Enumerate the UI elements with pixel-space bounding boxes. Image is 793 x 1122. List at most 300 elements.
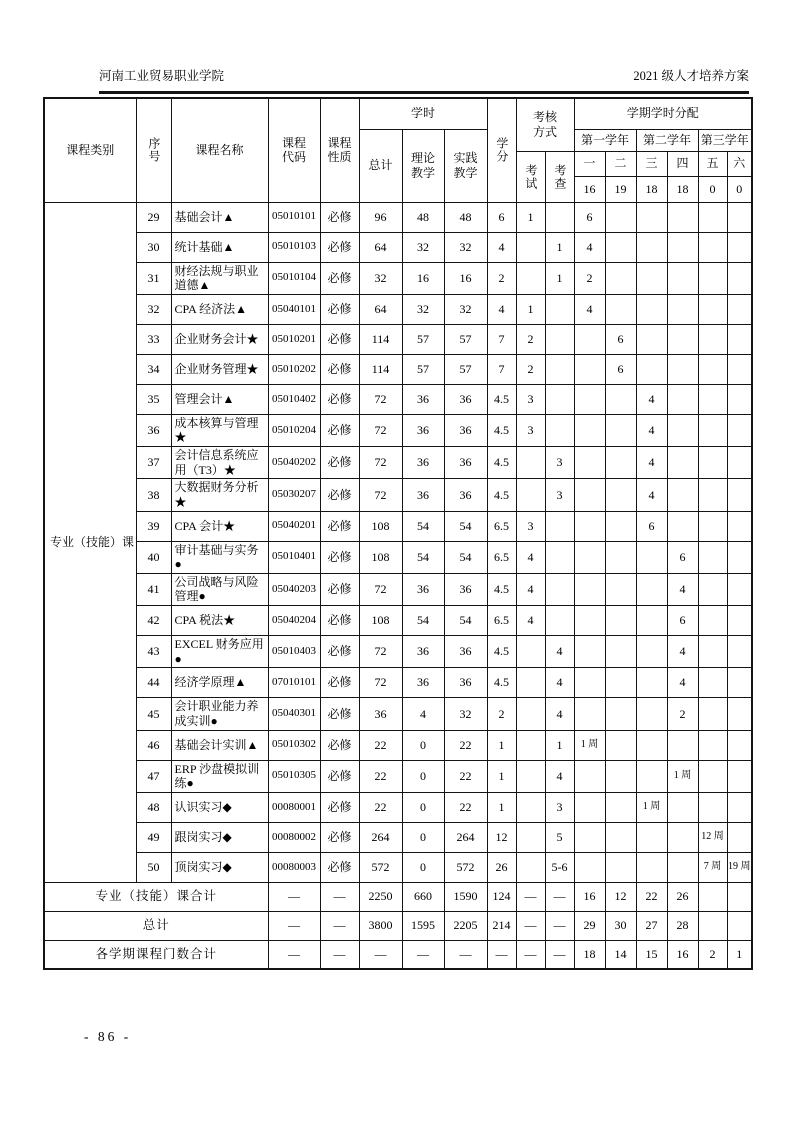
cell-total: 64 <box>359 294 402 324</box>
cell-s5 <box>698 479 727 511</box>
cell-code: 07010101 <box>268 668 320 698</box>
cell-theory: 36 <box>402 636 444 668</box>
header-seq-no: 序号 <box>136 98 171 202</box>
cell-nature: 必修 <box>320 760 359 792</box>
cell-s4: 2 <box>667 698 698 730</box>
cell-credit: 7 <box>487 324 516 354</box>
cell-s1 <box>574 760 605 792</box>
cell-code: 05040301 <box>268 698 320 730</box>
table-row <box>44 511 752 541</box>
cell-code: 05040101 <box>268 294 320 324</box>
summary-cell-s1: 16 <box>574 882 605 911</box>
cell-no: 44 <box>136 668 171 698</box>
cell-s3: 4 <box>636 447 667 479</box>
cell-total: 64 <box>359 232 402 262</box>
cell-name: CPA 税法★ <box>171 606 268 636</box>
cell-s3 <box>636 852 667 882</box>
cell-code: 05010401 <box>268 541 320 573</box>
cell-check: 1 <box>545 232 574 262</box>
header-assessment-group: 考核方式 <box>516 98 574 151</box>
cell-total: 114 <box>359 324 402 354</box>
cell-practice: 57 <box>444 324 487 354</box>
cell-s3 <box>636 294 667 324</box>
cell-theory: 48 <box>402 202 444 232</box>
cell-no: 41 <box>136 573 171 605</box>
header-assessment-exam: 考试 <box>516 151 545 202</box>
cell-credit: 4.5 <box>487 414 516 446</box>
table-row <box>44 573 752 605</box>
cell-code: 05010305 <box>268 760 320 792</box>
cell-nature: 必修 <box>320 636 359 668</box>
summary-cell-check: — <box>545 940 574 969</box>
cell-theory: 36 <box>402 479 444 511</box>
cell-s6 <box>727 384 752 414</box>
cell-s6 <box>727 202 752 232</box>
cell-name: 成本核算与管理★ <box>171 414 268 446</box>
cell-s2 <box>605 262 636 294</box>
cell-s4 <box>667 792 698 822</box>
cell-code: 05040201 <box>268 511 320 541</box>
table-row <box>44 324 752 354</box>
cell-name: CPA 经济法▲ <box>171 294 268 324</box>
cell-s3 <box>636 354 667 384</box>
cell-nature: 必修 <box>320 698 359 730</box>
cell-s4 <box>667 354 698 384</box>
header-weeks-3: 18 <box>636 176 667 202</box>
cell-s1 <box>574 668 605 698</box>
cell-exam <box>516 636 545 668</box>
cell-total: 72 <box>359 414 402 446</box>
cell-code: 05010103 <box>268 232 320 262</box>
cell-s5 <box>698 294 727 324</box>
header-year1: 第一学年 <box>574 129 636 151</box>
cell-no: 46 <box>136 730 171 760</box>
cell-check: 5-6 <box>545 852 574 882</box>
summary-cell-nature: — <box>320 882 359 911</box>
table-row <box>44 354 752 384</box>
cell-s2 <box>605 511 636 541</box>
curriculum-table <box>43 97 753 970</box>
summary-cell-s3: 15 <box>636 940 667 969</box>
cell-credit: 1 <box>487 760 516 792</box>
cell-check <box>545 511 574 541</box>
cell-exam: 3 <box>516 384 545 414</box>
cell-s6 <box>727 262 752 294</box>
cell-s3 <box>636 636 667 668</box>
summary-row <box>44 882 752 911</box>
cell-s4 <box>667 202 698 232</box>
cell-name: 管理会计▲ <box>171 384 268 414</box>
cell-practice: 32 <box>444 232 487 262</box>
cell-s3: 4 <box>636 479 667 511</box>
cell-s4: 4 <box>667 636 698 668</box>
header-course-nature: 课程性质 <box>320 98 359 202</box>
cell-name: 基础会计实训▲ <box>171 730 268 760</box>
cell-credit: 2 <box>487 262 516 294</box>
cell-total: 108 <box>359 511 402 541</box>
cell-s6 <box>727 822 752 852</box>
cell-name: 基础会计▲ <box>171 202 268 232</box>
cell-nature: 必修 <box>320 414 359 446</box>
cell-theory: 32 <box>402 294 444 324</box>
cell-s4 <box>667 447 698 479</box>
cell-total: 22 <box>359 792 402 822</box>
cell-theory: 54 <box>402 511 444 541</box>
cell-nature: 必修 <box>320 730 359 760</box>
cell-s1 <box>574 606 605 636</box>
cell-check <box>545 541 574 573</box>
cell-s3: 4 <box>636 384 667 414</box>
cell-s3 <box>636 324 667 354</box>
cell-no: 29 <box>136 202 171 232</box>
cell-credit: 4 <box>487 232 516 262</box>
summary-cell-s4: 26 <box>667 882 698 911</box>
cell-name: 会计职业能力养成实训● <box>171 698 268 730</box>
cell-s6 <box>727 668 752 698</box>
cell-practice: 36 <box>444 447 487 479</box>
cell-total: 36 <box>359 698 402 730</box>
cell-nature: 必修 <box>320 354 359 384</box>
cell-s3: 6 <box>636 511 667 541</box>
cell-name: 公司战略与风险管理● <box>171 573 268 605</box>
table-row <box>44 822 752 852</box>
cell-nature: 必修 <box>320 606 359 636</box>
summary-cell-s2: 14 <box>605 940 636 969</box>
cell-practice: 54 <box>444 511 487 541</box>
summary-cell-credit: 124 <box>487 882 516 911</box>
cell-nature: 必修 <box>320 384 359 414</box>
cell-check: 1 <box>545 262 574 294</box>
cell-theory: 0 <box>402 822 444 852</box>
cell-s5 <box>698 414 727 446</box>
table-row <box>44 636 752 668</box>
cell-theory: 16 <box>402 262 444 294</box>
cell-s3 <box>636 573 667 605</box>
cell-s6 <box>727 354 752 384</box>
cell-no: 42 <box>136 606 171 636</box>
cell-credit: 4.5 <box>487 573 516 605</box>
summary-cell-credit: — <box>487 940 516 969</box>
cell-s5 <box>698 730 727 760</box>
cell-s2 <box>605 202 636 232</box>
category-label: 专业（技能）课 <box>50 534 135 549</box>
summary-rows <box>44 882 752 969</box>
cell-s4 <box>667 232 698 262</box>
cell-code: 05030207 <box>268 479 320 511</box>
cell-s4 <box>667 730 698 760</box>
cell-s2 <box>605 384 636 414</box>
cell-code: 05010204 <box>268 414 320 446</box>
cell-code: 05010101 <box>268 202 320 232</box>
cell-no: 48 <box>136 792 171 822</box>
cell-s5 <box>698 573 727 605</box>
cell-name: 企业财务会计★ <box>171 324 268 354</box>
cell-s2 <box>605 447 636 479</box>
cell-s5 <box>698 384 727 414</box>
cell-exam <box>516 479 545 511</box>
summary-cell-total: 3800 <box>359 911 402 940</box>
header-semester-2: 二 <box>605 151 636 176</box>
cell-theory: 36 <box>402 414 444 446</box>
cell-s5 <box>698 232 727 262</box>
cell-practice: 22 <box>444 730 487 760</box>
cell-credit: 4.5 <box>487 384 516 414</box>
cell-s1 <box>574 636 605 668</box>
cell-s3 <box>636 668 667 698</box>
cell-name: 经济学原理▲ <box>171 668 268 698</box>
cell-practice: 22 <box>444 792 487 822</box>
table-row <box>44 852 752 882</box>
cell-s5 <box>698 447 727 479</box>
header-semester-1: 一 <box>574 151 605 176</box>
summary-cell-theory: 660 <box>402 882 444 911</box>
cell-nature: 必修 <box>320 573 359 605</box>
cell-exam: 3 <box>516 414 545 446</box>
cell-s6 <box>727 636 752 668</box>
plan-title: 2021 级人才培养方案 <box>633 69 749 83</box>
cell-practice: 36 <box>444 636 487 668</box>
cell-credit: 7 <box>487 354 516 384</box>
header-credits: 学分 <box>487 98 516 202</box>
table-row <box>44 232 752 262</box>
cell-name: 审计基础与实务● <box>171 541 268 573</box>
cell-total: 108 <box>359 541 402 573</box>
summary-cell-check: — <box>545 882 574 911</box>
cell-s4 <box>667 262 698 294</box>
cell-exam <box>516 262 545 294</box>
cell-exam: 1 <box>516 202 545 232</box>
summary-cell-s5: 2 <box>698 940 727 969</box>
cell-s3 <box>636 232 667 262</box>
cell-s5 <box>698 792 727 822</box>
cell-s5 <box>698 262 727 294</box>
cell-s5 <box>698 202 727 232</box>
cell-name: 大数据财务分析★ <box>171 479 268 511</box>
cell-s6 <box>727 792 752 822</box>
cell-check: 3 <box>545 792 574 822</box>
cell-exam <box>516 447 545 479</box>
cell-s5: 7 周 <box>698 852 727 882</box>
cell-code: 00080002 <box>268 822 320 852</box>
summary-row <box>44 911 752 940</box>
cell-check <box>545 384 574 414</box>
cell-no: 34 <box>136 354 171 384</box>
cell-s1 <box>574 541 605 573</box>
cell-exam: 4 <box>516 541 545 573</box>
cell-check: 4 <box>545 760 574 792</box>
cell-check: 4 <box>545 698 574 730</box>
cell-theory: 57 <box>402 354 444 384</box>
cell-practice: 57 <box>444 354 487 384</box>
cell-credit: 1 <box>487 792 516 822</box>
summary-cell-nature: — <box>320 940 359 969</box>
summary-cell-exam: — <box>516 940 545 969</box>
cell-name: 认识实习◆ <box>171 792 268 822</box>
cell-practice: 48 <box>444 202 487 232</box>
cell-exam <box>516 822 545 852</box>
cell-s2 <box>605 636 636 668</box>
header-semester-4: 四 <box>667 151 698 176</box>
cell-s2 <box>605 479 636 511</box>
cell-name: 会计信息系统应用（T3）★ <box>171 447 268 479</box>
header-weeks-1: 16 <box>574 176 605 202</box>
cell-s4 <box>667 414 698 446</box>
summary-label: 各学期课程门数合计 <box>44 940 268 969</box>
cell-name: 财经法规与职业道德▲ <box>171 262 268 294</box>
cell-s5 <box>698 354 727 384</box>
cell-practice: 32 <box>444 698 487 730</box>
summary-cell-exam: — <box>516 882 545 911</box>
cell-s3 <box>636 606 667 636</box>
cell-s1 <box>574 822 605 852</box>
cell-s2 <box>605 668 636 698</box>
cell-credit: 6.5 <box>487 606 516 636</box>
cell-credit: 1 <box>487 730 516 760</box>
table-row <box>44 541 752 573</box>
cell-s4 <box>667 511 698 541</box>
cell-s2 <box>605 698 636 730</box>
summary-cell-practice: 1590 <box>444 882 487 911</box>
cell-theory: 0 <box>402 730 444 760</box>
cell-name: 跟岗实习◆ <box>171 822 268 852</box>
cell-s4 <box>667 294 698 324</box>
cell-practice: 36 <box>444 384 487 414</box>
table-row <box>44 760 752 792</box>
cell-practice: 32 <box>444 294 487 324</box>
table-row <box>44 202 752 232</box>
cell-s4: 6 <box>667 541 698 573</box>
table-row <box>44 294 752 324</box>
cell-practice: 572 <box>444 852 487 882</box>
cell-nature: 必修 <box>320 447 359 479</box>
header-course-code: 课程代码 <box>268 98 320 202</box>
school-name: 河南工业贸易职业学院 <box>99 69 225 83</box>
cell-s1: 4 <box>574 294 605 324</box>
header-semester-3: 三 <box>636 151 667 176</box>
cell-name: 企业财务管理★ <box>171 354 268 384</box>
cell-no: 30 <box>136 232 171 262</box>
cell-s3 <box>636 730 667 760</box>
summary-label: 总计 <box>44 911 268 940</box>
cell-code: 05040202 <box>268 447 320 479</box>
cell-s1 <box>574 354 605 384</box>
cell-exam <box>516 668 545 698</box>
summary-cell-s4: 28 <box>667 911 698 940</box>
table-row <box>44 447 752 479</box>
cell-credit: 4.5 <box>487 668 516 698</box>
cell-exam: 4 <box>516 606 545 636</box>
cell-credit: 6 <box>487 202 516 232</box>
cell-s6 <box>727 573 752 605</box>
cell-nature: 必修 <box>320 792 359 822</box>
summary-cell-code: — <box>268 940 320 969</box>
header-year3: 第三学年 <box>698 129 752 151</box>
summary-cell-s2: 12 <box>605 882 636 911</box>
header-semester-group: 学期学时分配 <box>574 98 752 129</box>
cell-no: 43 <box>136 636 171 668</box>
cell-code: 05010402 <box>268 384 320 414</box>
cell-check: 1 <box>545 730 574 760</box>
table-row <box>44 606 752 636</box>
cell-s6 <box>727 511 752 541</box>
header-weeks-5: 0 <box>698 176 727 202</box>
cell-s6: 19 周 <box>727 852 752 882</box>
cell-code: 05040203 <box>268 573 320 605</box>
cell-s5 <box>698 760 727 792</box>
cell-nature: 必修 <box>320 511 359 541</box>
cell-nature: 必修 <box>320 202 359 232</box>
cell-no: 47 <box>136 760 171 792</box>
cell-total: 72 <box>359 668 402 698</box>
cell-s4 <box>667 324 698 354</box>
header-hours-total: 总计 <box>359 129 402 202</box>
cell-s3 <box>636 262 667 294</box>
summary-cell-theory: — <box>402 940 444 969</box>
summary-cell-total: — <box>359 940 402 969</box>
cell-credit: 4.5 <box>487 447 516 479</box>
cell-total: 72 <box>359 573 402 605</box>
cell-check: 5 <box>545 822 574 852</box>
cell-nature: 必修 <box>320 262 359 294</box>
cell-name: CPA 会计★ <box>171 511 268 541</box>
cell-code: 05010302 <box>268 730 320 760</box>
summary-cell-s3: 22 <box>636 882 667 911</box>
cell-s4: 4 <box>667 573 698 605</box>
cell-nature: 必修 <box>320 232 359 262</box>
cell-exam <box>516 698 545 730</box>
summary-cell-theory: 1595 <box>402 911 444 940</box>
cell-name: 统计基础▲ <box>171 232 268 262</box>
cell-code: 00080003 <box>268 852 320 882</box>
summary-row <box>44 940 752 969</box>
cell-total: 72 <box>359 479 402 511</box>
cell-practice: 54 <box>444 606 487 636</box>
cell-no: 50 <box>136 852 171 882</box>
course-rows <box>44 202 752 882</box>
cell-nature: 必修 <box>320 822 359 852</box>
cell-practice: 36 <box>444 414 487 446</box>
cell-s3 <box>636 822 667 852</box>
cell-s3: 1 周 <box>636 792 667 822</box>
cell-theory: 36 <box>402 384 444 414</box>
cell-theory: 54 <box>402 606 444 636</box>
cell-theory: 54 <box>402 541 444 573</box>
cell-s6 <box>727 606 752 636</box>
cell-practice: 22 <box>444 760 487 792</box>
cell-no: 33 <box>136 324 171 354</box>
cell-exam <box>516 852 545 882</box>
cell-total: 96 <box>359 202 402 232</box>
cell-no: 32 <box>136 294 171 324</box>
cell-s5 <box>698 324 727 354</box>
cell-s6 <box>727 730 752 760</box>
table-head <box>44 98 752 202</box>
cell-credit: 6.5 <box>487 511 516 541</box>
cell-theory: 36 <box>402 447 444 479</box>
cell-s1 <box>574 479 605 511</box>
cell-s5 <box>698 511 727 541</box>
cell-no: 37 <box>136 447 171 479</box>
summary-label: 专业（技能）课合计 <box>44 882 268 911</box>
cell-s3 <box>636 202 667 232</box>
cell-check: 4 <box>545 636 574 668</box>
cell-s3 <box>636 760 667 792</box>
cell-s4: 4 <box>667 668 698 698</box>
cell-total: 108 <box>359 606 402 636</box>
cell-s3 <box>636 541 667 573</box>
summary-cell-practice: — <box>444 940 487 969</box>
cell-check <box>545 354 574 384</box>
